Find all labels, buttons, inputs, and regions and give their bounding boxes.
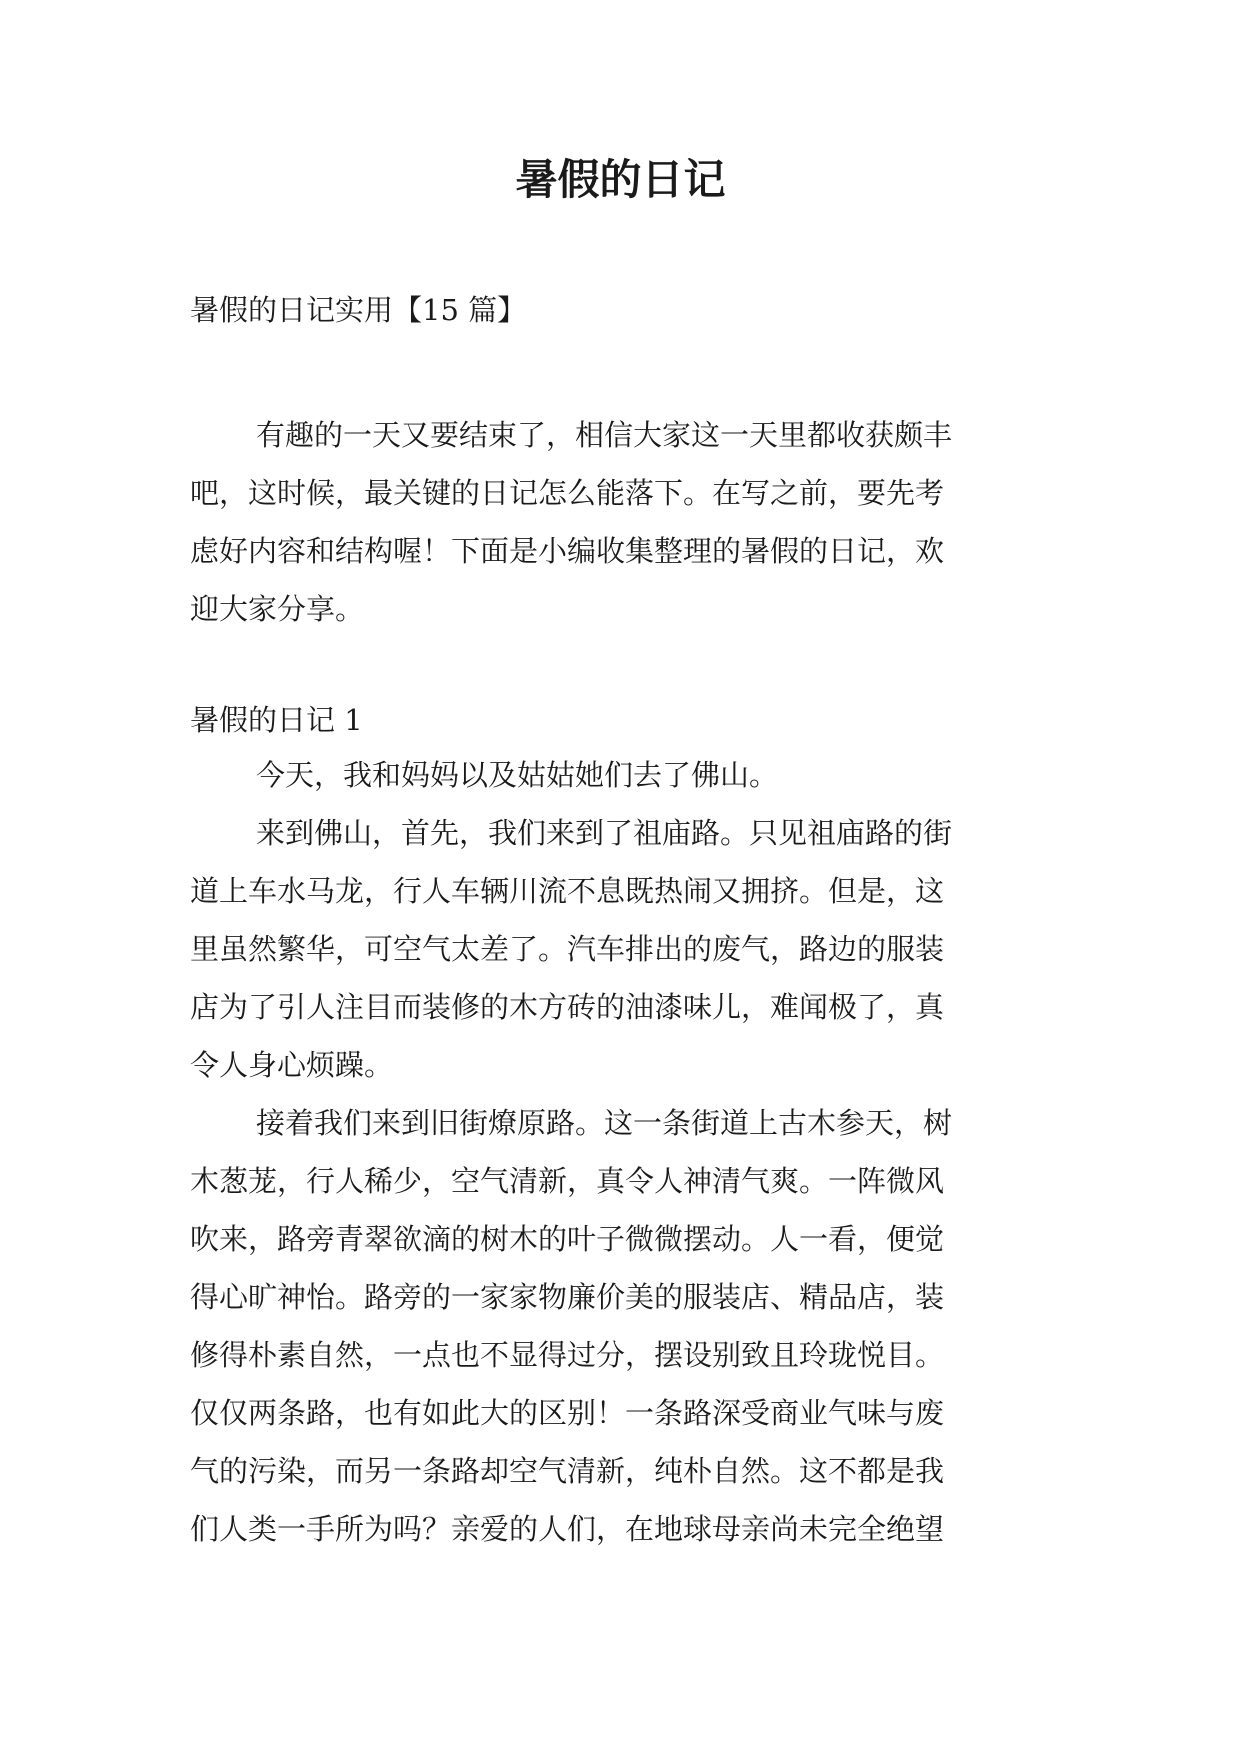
body-line: 们人类一手所为吗？亲爱的人们，在地球母亲尚未完全绝望	[190, 1512, 945, 1546]
body-line: 木葱茏，行人稀少，空气清新，真令人神清气爽。一阵微风	[190, 1164, 945, 1198]
body-line: 修得朴素自然，一点也不显得过分，摆设别致且玲珑悦目。	[190, 1338, 945, 1372]
body-line: 来到佛山，首先，我们来到了祖庙路。只见祖庙路的街	[256, 816, 953, 850]
body-line: 里虽然繁华，可空气太差了。汽车排出的废气，路边的服装	[190, 932, 945, 966]
intro-line: 吧，这时候，最关键的日记怎么能落下。在写之前，要先考	[190, 476, 945, 510]
document-title: 暑假的日记	[515, 155, 726, 204]
body-line: 气的污染，而另一条路却空气清新，纯朴自然。这不都是我	[190, 1454, 945, 1488]
body-line: 道上车水马龙，行人车辆川流不息既热闹又拥挤。但是，这	[190, 874, 945, 908]
body-line: 店为了引人注目而装修的木方砖的油漆味儿，难闻极了，真	[190, 990, 945, 1024]
document-subtitle: 暑假的日记实用【15 篇】	[190, 293, 527, 327]
body-line: 令人身心烦躁。	[190, 1048, 394, 1082]
intro-line: 有趣的一天又要结束了，相信大家这一天里都收获颇丰	[256, 418, 953, 452]
intro-line: 迎大家分享。	[190, 592, 365, 626]
diary-body	[190, 746, 1070, 1558]
body-line: 接着我们来到旧街燎原路。这一条街道上古木参天，树	[256, 1106, 953, 1140]
body-line: 得心旷神怡。路旁的一家家物廉价美的服装店、精品店，装	[190, 1280, 945, 1314]
section-heading: 暑假的日记 1	[190, 703, 363, 737]
intro-line: 虑好内容和结构喔！下面是小编收集整理的暑假的日记，欢	[190, 534, 945, 568]
body-line: 仅仅两条路，也有如此大的区别！一条路深受商业气味与废	[190, 1396, 945, 1430]
intro-paragraph	[190, 406, 1070, 638]
body-line: 今天，我和妈妈以及姑姑她们去了佛山。	[256, 758, 779, 792]
body-line: 吹来，路旁青翠欲滴的树木的叶子微微摆动。人一看，便觉	[190, 1222, 945, 1256]
